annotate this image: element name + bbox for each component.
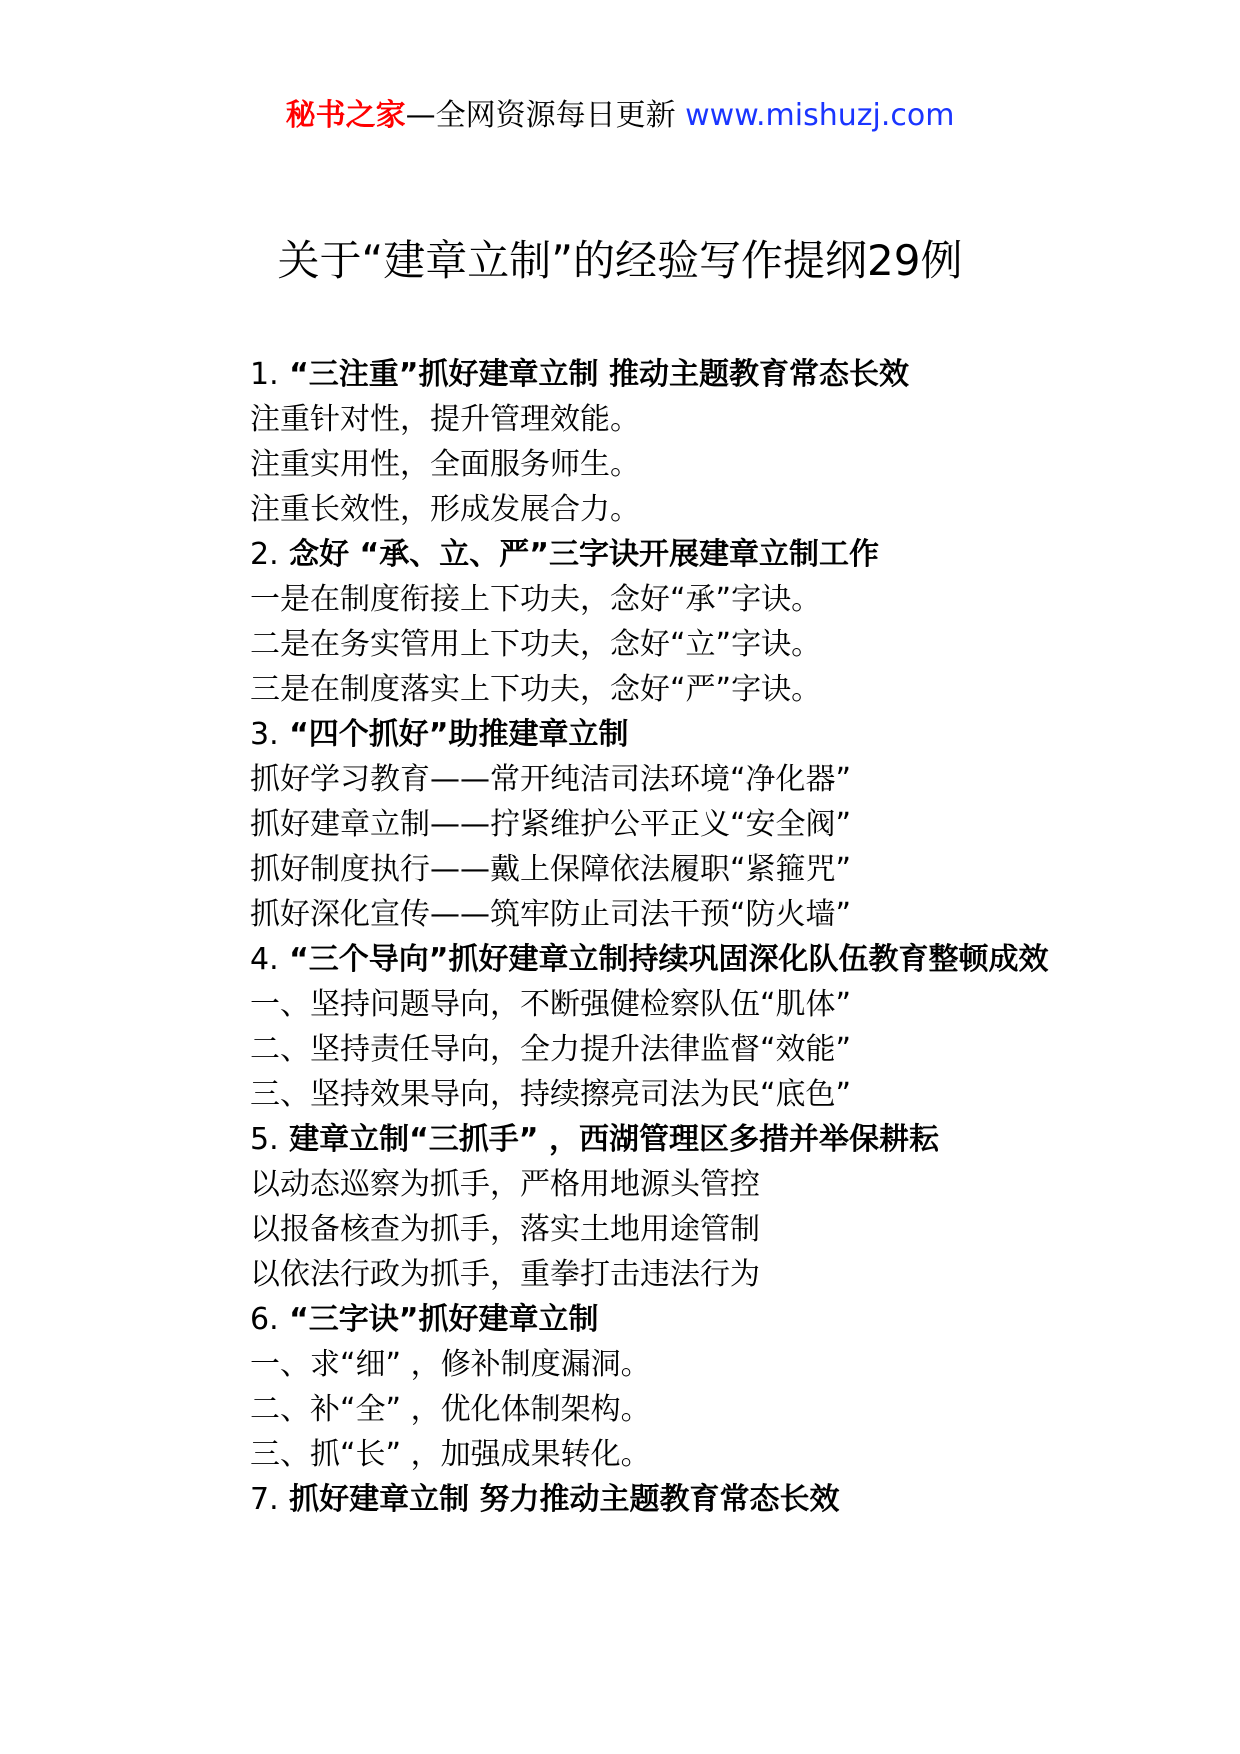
section-heading-text: “三个导向”抓好建章立制持续巩固深化队伍教育整顿成效 — [289, 942, 1049, 977]
list-item: 注重针对性，提升管理效能。 — [250, 402, 640, 437]
section-heading — [187, 532, 1067, 577]
section-heading-text: 建章立制“三抓手” ，西湖管理区多措并举保耕耘 — [289, 1122, 939, 1157]
site-header — [0, 96, 1240, 136]
list-item: 一、坚持问题导向，不断强健检察队伍“肌体” — [250, 987, 852, 1022]
list-item: 二、补“全” ，优化体制架构。 — [250, 1392, 651, 1427]
document-body — [187, 352, 1067, 1522]
brand-name: 秘书之家 — [285, 98, 406, 133]
section-number: 5. — [250, 1122, 279, 1157]
section-heading-text: 抓好建章立制 努力推动主题教育常态长效 — [289, 1482, 840, 1517]
list-item: 抓好学习教育——常开纯洁司法环境“净化器” — [250, 762, 852, 797]
section-heading — [187, 937, 1067, 982]
section-number: 4. — [250, 942, 279, 977]
section-number: 3. — [250, 717, 279, 752]
section-heading-text: “三字诀”抓好建章立制 — [289, 1302, 599, 1337]
list-item: 抓好制度执行——戴上保障依法履职“紧箍咒” — [250, 852, 852, 887]
section-heading-text: 念好 “承、立、严”三字诀开展建章立制工作 — [289, 537, 879, 572]
section-heading — [187, 352, 1067, 397]
document-title: 关于“建章立制”的经验写作提纲29例 — [277, 236, 963, 285]
section-heading — [187, 1117, 1067, 1162]
list-item: 三是在制度落实上下功夫，念好“严”字诀。 — [250, 672, 822, 707]
section-heading-text: “三注重”抓好建章立制 推动主题教育常态长效 — [289, 357, 909, 392]
list-item: 注重实用性，全面服务师生。 — [250, 447, 640, 482]
list-item: 以报备核查为抓手，落实土地用途管制 — [250, 1212, 760, 1247]
list-item: 注重长效性，形成发展合力。 — [250, 492, 640, 527]
section-heading — [187, 1297, 1067, 1342]
header-tagline: —全网资源每日更新 — [405, 98, 676, 133]
list-item: 抓好建章立制——拧紧维护公平正义“安全阀” — [250, 807, 852, 842]
list-item: 以依法行政为抓手，重拳打击违法行为 — [250, 1257, 760, 1292]
site-url-link[interactable]: www.mishuzj.com — [685, 98, 955, 133]
section-number: 7. — [250, 1482, 279, 1517]
section-number: 2. — [250, 537, 279, 572]
list-item: 一、求“细” ，修补制度漏洞。 — [250, 1347, 651, 1382]
section-number: 6. — [250, 1302, 279, 1337]
list-item: 二、坚持责任导向，全力提升法律监督“效能” — [250, 1032, 852, 1067]
list-item: 一是在制度衔接上下功夫，念好“承”字诀。 — [250, 582, 822, 617]
list-item: 以动态巡察为抓手，严格用地源头管控 — [250, 1167, 760, 1202]
list-item: 三、抓“长” ，加强成果转化。 — [250, 1437, 651, 1472]
list-item: 三、坚持效果导向，持续擦亮司法为民“底色” — [250, 1077, 852, 1112]
section-heading — [187, 712, 1067, 757]
list-item: 抓好深化宣传——筑牢防止司法干预“防火墙” — [250, 897, 852, 932]
list-item: 二是在务实管用上下功夫，念好“立”字诀。 — [250, 627, 822, 662]
section-heading-text: “四个抓好”助推建章立制 — [289, 717, 629, 752]
section-number: 1. — [250, 357, 279, 392]
section-heading — [187, 1477, 1067, 1522]
